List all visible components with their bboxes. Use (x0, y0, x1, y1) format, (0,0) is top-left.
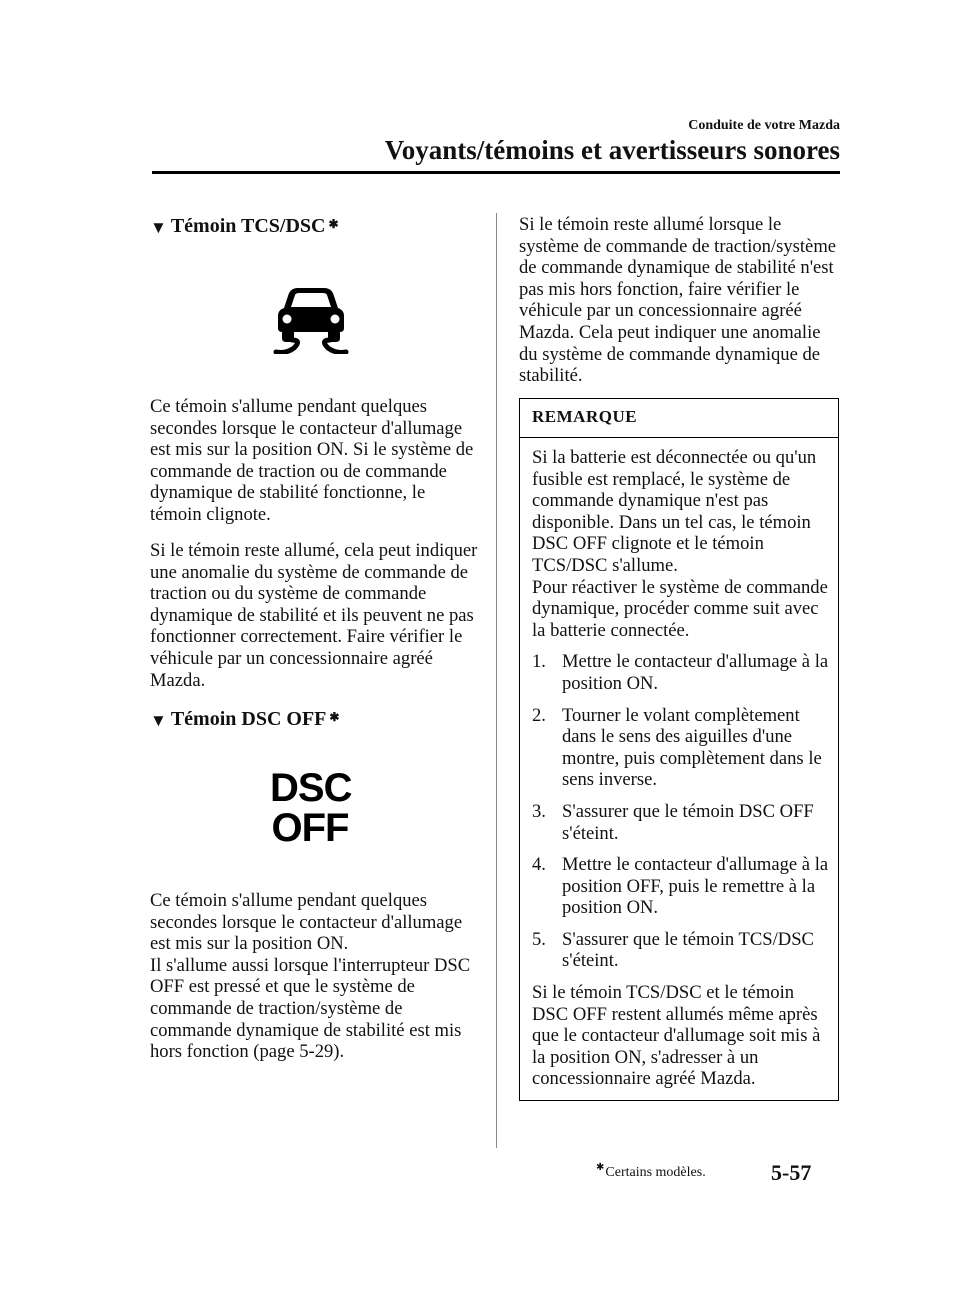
column-divider (496, 213, 497, 1148)
steps-list (532, 651, 830, 972)
list-item: 4. Mettre le contacteur d'allumage à la position OFF, puis le remettre à la position ON. (532, 854, 829, 919)
triangle-bullet-icon: ▼ (150, 711, 167, 730)
footer-note-text: Certains modèles. (605, 1165, 706, 1180)
section-title: Voyants/témoins et avertisseurs sonores (384, 135, 840, 165)
page-number: 5-57 (771, 1160, 812, 1185)
footer-note (596, 1162, 706, 1181)
dsc-off-icon (270, 768, 350, 854)
dsc-icon-line2: OFF (271, 806, 349, 850)
tcs-dsc-car-skid-icon (272, 282, 350, 354)
tcs-heading (150, 214, 480, 240)
tcs-p1-text: Ce témoin s'allume pendant quelques secondes lorsque le contacteur d'allumage est mis sur la position ON. Si le système de commande de traction ou de commande dynamique de stabilité fonctionne, le témoin clignote. (150, 396, 474, 525)
optional-star-icon: ✱ (329, 710, 340, 724)
right-p1-text: Si le témoin reste allumé lorsque le système de commande de traction/système de commande dynamique de stabilité n'est pas mis hors fonction, faire vérifier le véhicule par un concessionnaire agréé Mazda. Cela peut indiquer une anomalie du système de commande dynamique de stabilité. (519, 214, 837, 387)
note-title: REMARQUE (520, 399, 838, 438)
list-item: 2. Tourner le volant complètement dans le sens des aiguilles d'une montre, puis complètement dans le sens inverse. (532, 704, 822, 791)
dsc-icon-line1: DSC (270, 766, 352, 810)
right-paragraph-1 (519, 214, 841, 387)
triangle-bullet-icon: ▼ (150, 218, 167, 237)
note-box (519, 398, 839, 1101)
note-p2-text: Si le témoin TCS/DSC et le témoin DSC OFF restent allumés même après que le contacteur d'allumage soit mis à la position ON, s'adresser à un concessionnaire agréé Mazda. (532, 982, 821, 1090)
footer-star-icon: ✱ (596, 1162, 605, 1173)
list-item: 1. Mettre le contacteur d'allumage à la position ON. (532, 651, 829, 694)
note-p1b-text: Pour réactiver le système de commande dynamique, procéder comme suit avec la batterie connectée. (532, 576, 828, 641)
dsc-p1a-text: Ce témoin s'allume pendant quelques secondes lorsque le contacteur d'allumage est mis sur la position ON. (150, 890, 463, 955)
dsc-paragraph (150, 890, 480, 1063)
tcs-heading-text: Témoin TCS/DSC (170, 215, 326, 237)
tcs-p2-text: Si le témoin reste allumé, cela peut indiquer une anomalie du système de commande de traction ou du système de commande dynamique de stabilité et ils peuvent ne pas fonctionner correctement. Faire vérifier le véhicule par un concessionnaire agréé Mazda. (150, 540, 478, 691)
list-item: 5. S'assurer que le témoin TCS/DSC s'éteint. (532, 928, 814, 972)
dsc-heading (150, 707, 480, 733)
note-body (520, 438, 838, 1100)
tcs-paragraph-2 (150, 540, 480, 691)
optional-star-icon: ✱ (328, 217, 339, 231)
dsc-p1b-text: Il s'allume aussi lorsque l'interrupteur DSC OFF est pressé et que le système de commande de traction/système de commande dynamique de stabilité est mis hors fonction (page 5-29). (150, 954, 471, 1063)
note-p1a-text: Si la batterie est déconnectée ou qu'un fusible est remplacé, le système de commande dynamique n'est pas disponible. Dans un tel cas, le témoin DSC OFF clignote et le témoin TCS/DSC s'allume. (532, 447, 817, 576)
tcs-paragraph-1 (150, 396, 480, 526)
dsc-heading-text: Témoin DSC OFF (170, 708, 327, 730)
header-rule (152, 171, 840, 174)
chapter-title: Conduite de votre Mazda (688, 118, 840, 133)
list-item: 3. S'assurer que le témoin DSC OFF s'éteint. (532, 800, 814, 844)
